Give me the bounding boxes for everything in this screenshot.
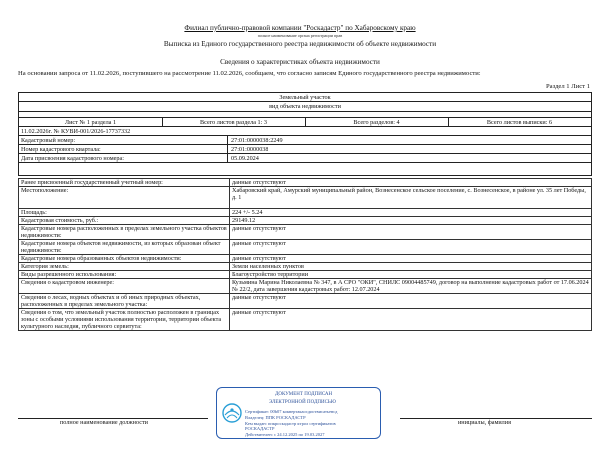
- row-label: Кадастровая стоимость, руб.:: [19, 217, 230, 225]
- quarter-number-label: Номер кадастрового квартала:: [21, 146, 101, 153]
- stamp-line: РОСКАДАСТР: [245, 426, 275, 431]
- sheets-in-section: Всего листов раздела 1: 3: [200, 119, 267, 126]
- stamp-line: Кем выдан: ппкроскадастр ктрол сертификатов: [245, 421, 336, 426]
- row-value: Земли населенных пунктов: [230, 263, 592, 271]
- row-label: Сведения о том, что земельный участок полностью расположен в границах зоны с особыми условиями использования территории, территории объекта культурного наследия, публичного сервитута:: [19, 309, 230, 331]
- stamp-line: Сертификат: 00b07 коквертакаосдиствисатьевсд: [245, 409, 338, 414]
- row-value: 224 +/- 5.24: [230, 209, 592, 217]
- table-row: [19, 294, 592, 309]
- row-value: данные отсутствуют: [230, 179, 592, 187]
- info-table: [18, 178, 592, 331]
- row-value: Благоустройство территории: [230, 271, 592, 279]
- table-row: [19, 271, 592, 279]
- table-row: [19, 187, 592, 209]
- table-row: [19, 225, 592, 240]
- row-value: Кузьмина Марина Николаевна № 347, в А СРО "ОКИ", СНИЛС 09004485749, договор на выполнение кадастровых работ от 17.06.2024 № 22/2, дата завершения кадастровых работ: 12.07.2024: [230, 279, 592, 294]
- sheets-total: Всего листов выписки: 6: [486, 119, 553, 126]
- table-row: [19, 209, 592, 217]
- object-block: [18, 92, 592, 176]
- basis-text: На основании запроса от 11.02.2026, поступившего на рассмотрение 11.02.2026, сообщаем, что согласно записям Единого государственного реестра недвижимости:: [18, 70, 481, 77]
- assign-date-label: Дата присвоения кадастрового номера:: [21, 155, 124, 162]
- assign-date-value: 05.09.2024: [231, 155, 259, 162]
- divider: [19, 162, 591, 163]
- divider: [227, 135, 228, 162]
- stamp-line: Действителен: с 24.12.2025 по 19.03.2027: [245, 432, 325, 437]
- stamp-line: Владелец: ППК РОСКАДАСТР: [245, 415, 306, 420]
- row-value: Хабаровский край, Амурский муниципальный район, Вознесенское сельское поселение, с. Вознесенское, в районе ул. 35 лет Победы, д. 1: [230, 187, 592, 209]
- org-caption: полное наименование органа регистрации прав: [257, 33, 343, 38]
- object-kind: Земельный участок: [279, 94, 331, 101]
- position-caption: полное наименование должности: [60, 419, 148, 426]
- cadastral-number-label: Кадастровый номер:: [21, 137, 76, 144]
- table-row: [19, 309, 592, 331]
- table-row: [19, 240, 592, 255]
- row-label: Кадастровые номера образованных объектов недвижимости:: [19, 255, 230, 263]
- table-row: [19, 179, 592, 187]
- sections-total: Всего разделов: 4: [353, 119, 400, 126]
- rosreestr-logo-icon: [221, 402, 243, 424]
- signature-stamp: [216, 387, 381, 439]
- row-label: Местоположение:: [19, 187, 230, 209]
- row-label: Кадастровые номера объектов недвижимости, из которых образован объект недвижимости:: [19, 240, 230, 255]
- org-name: Филиал публично-правовой компании "Роскадастр" по Хабаровскому краю: [184, 24, 416, 32]
- row-label: Площадь:: [19, 209, 230, 217]
- divider: [19, 144, 591, 145]
- object-kind-caption: вид объекта недвижимости: [269, 103, 341, 110]
- section-page: Раздел 1 Лист 1: [546, 83, 590, 90]
- table-row: [19, 255, 592, 263]
- divider: [19, 135, 591, 136]
- section-title: Сведения о характеристиках объекта недвижимости: [220, 58, 380, 66]
- name-caption: инициалы, фамилия: [458, 419, 511, 426]
- row-value: данные отсутствуют: [230, 294, 592, 309]
- table-row: [19, 263, 592, 271]
- row-value: 29149.12: [230, 217, 592, 225]
- table-row: [19, 217, 592, 225]
- row-label: Сведения о кадастровом инженере:: [19, 279, 230, 294]
- row-label: Сведения о лесах, водных объектах и об иных природных объектах, расположенных в пределах земельного участка:: [19, 294, 230, 309]
- row-value: данные отсутствуют: [230, 225, 592, 240]
- row-value: данные отсутствуют: [230, 309, 592, 331]
- extract-title: Выписка из Единого государственного реестра недвижимости об объекте недвижимости: [163, 40, 437, 48]
- table-row: [19, 279, 592, 294]
- row-value: данные отсутствуют: [230, 240, 592, 255]
- row-value: данные отсутствуют: [230, 255, 592, 263]
- stamp-subtitle: ЭЛЕКТРОННОЙ ПОДПИСЬЮ: [269, 400, 336, 405]
- quarter-number-value: 27:01:0000038: [231, 146, 269, 153]
- row-label: Кадастровые номера расположенных в пределах земельного участка объектов недвижимости:: [19, 225, 230, 240]
- row-label: Категория земель:: [19, 263, 230, 271]
- row-label: Виды разрешенного использования:: [19, 271, 230, 279]
- divider: [19, 101, 591, 102]
- divider: [19, 153, 591, 154]
- row-label: Ранее присвоенный государственный учетный номер:: [19, 179, 230, 187]
- divider: [19, 111, 591, 112]
- sheet-number: Лист № 1 раздела 1: [64, 119, 117, 126]
- stamp-title: ДОКУМЕНТ ПОДПИСАН: [275, 392, 333, 397]
- cadastral-number-value: 27:01:0000038:2249: [231, 137, 283, 144]
- extract-id: 11.02.2026г. № КУВИ-001/2026-17737332: [21, 128, 131, 135]
- divider: [19, 126, 591, 127]
